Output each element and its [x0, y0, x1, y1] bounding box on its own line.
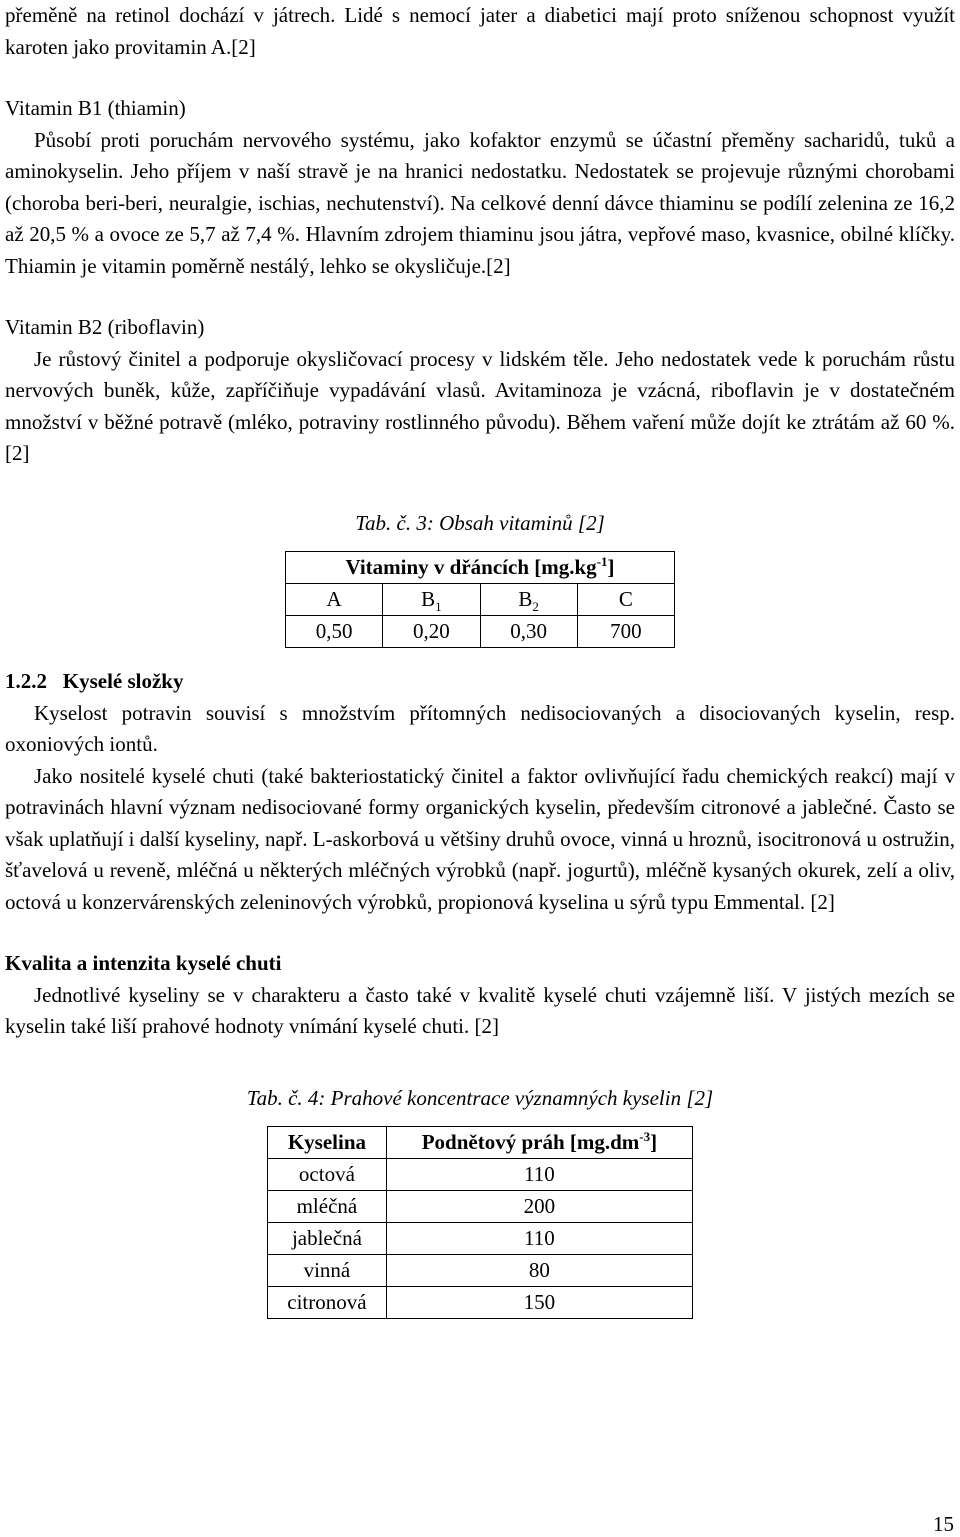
acid-threshold: 80: [386, 1255, 692, 1287]
intro-paragraph: přeměně na retinol dochází v játrech. Lidé s nemocí jater a diabetici mají proto sníženou schopnost využít karoten jako provitamin A.[2]: [5, 3, 955, 59]
table-row: [268, 1255, 693, 1287]
vitamin-b1-heading: Vitamin B1 (thiamin): [5, 96, 186, 120]
vitamin-value-a: 0,50: [286, 616, 383, 648]
vitamin-table-header: Vitaminy v dřáncích $[mg.kg^{-1}]$: [286, 552, 675, 584]
vitamin-value-c: 700: [577, 616, 674, 648]
acid-name: mléčná: [268, 1191, 387, 1223]
vitamin-table: [285, 551, 675, 648]
table-row: [268, 1223, 693, 1255]
acid-threshold: 150: [386, 1287, 692, 1319]
acid-threshold: 110: [386, 1223, 692, 1255]
document-page: [5, 0, 955, 1319]
vitamin-b2-heading: Vitamin B2 (riboflavin): [5, 315, 205, 339]
page-number: 15: [933, 1512, 954, 1536]
vitamin-col-b2: $B_2$: [480, 584, 577, 616]
vitamin-b2-paragraph: Je růstový činitel a podporuje okysličovací procesy v lidském těle. Jeho nedostatek vede k poruchám růstu nervových buněk, kůže, zapříčiňuje vypadávání vlasů. Avitaminoza je vzácná, riboflavin je v dostatečném množství v běžné potravě (mléko, potraviny rostlinného původu). Během vaření může dojít ke ztrátám až 60 %.[2]: [5, 346, 955, 465]
vitamin-col-b1: $B_1$: [383, 584, 480, 616]
acid-name: octová: [268, 1159, 387, 1191]
table-row: [268, 1159, 693, 1191]
threshold-col-header: Podnětový práh $[mg.dm^{-3}]$: [386, 1127, 692, 1159]
section-heading: 1.2.2 Kyselé složky: [5, 669, 184, 693]
vitamin-col-c: C: [577, 584, 674, 616]
table4-caption: Tab. č. 4: Prahové koncentrace významných kyselin [2]: [246, 1085, 714, 1110]
table-row: [286, 616, 675, 648]
section-paragraph-2: Jako nositelé kyselé chuti (také bakteriostatický činitel a faktor ovlivňující řadu chemických reakcí) mají v potravinách hlavní význam nedisociované formy organických kyselin, především citronové a jablečné. Často se však uplatňují i další kyseliny, např. L-askorbová u většiny druhů ovoce, vinná u hroznů, isocitronová u ostružin, šťavelová u reveně, mléčná u některých mléčných výrobků (např. jogurtů), mléčně kysaných okurek, zelí a oliv, octová u konzervárenských zeleninových výrobků, propionová kyselina u sýrů typu Emmental. [2]: [5, 763, 955, 914]
acid-threshold: 200: [386, 1191, 692, 1223]
quality-heading: Kvalita a intenzita kyselé chuti: [5, 951, 282, 975]
acid-threshold-table: [267, 1126, 693, 1319]
vitamin-value-b2: 0,30: [480, 616, 577, 648]
acid-col-header: Kyselina: [268, 1127, 387, 1159]
section-paragraph-1: Kyselost potravin souvisí s množstvím přítomných nedisociovaných a disociovaných kyselin, resp. oxoniových iontů.: [5, 700, 955, 756]
table3-caption: Tab. č. 3: Obsah vitaminů [2]: [355, 510, 605, 535]
quality-paragraph: Jednotlivé kyseliny se v charakteru a často také v kvalitě kyselé chuti vzájemně liší. V jistých mezích se kyselin také liší prahové hodnoty vnímání kyselé chuti. [2]: [5, 982, 955, 1038]
acid-name: citronová: [268, 1287, 387, 1319]
vitamin-col-a: A: [286, 584, 383, 616]
vitamin-b1-paragraph: Působí proti poruchám nervového systému, jako kofaktor enzymů se účastní přeměny sacharidů, tuků a aminokyselin. Jeho příjem v naší stravě je na hranici nedostatku. Nedostatek se projevuje různými chorobami (choroba beri-beri, neuralgie, ischias, nechutenství). Na celkové denní dávce thiaminu se podílí zelenina ze 16,2 až 20,5 % a ovoce ze 5,7 až 7,4 %. Hlavním zdrojem thiaminu jsou játra, vepřové maso, kvasnice, obilné klíčky. Thiamin je vitamin poměrně nestálý, lehko se okysličuje.[2]: [5, 127, 955, 278]
acid-name: jablečná: [268, 1223, 387, 1255]
acid-name: vinná: [268, 1255, 387, 1287]
table-row: [268, 1287, 693, 1319]
vitamin-value-b1: 0,20: [383, 616, 480, 648]
table-row: [268, 1191, 693, 1223]
acid-threshold: 110: [386, 1159, 692, 1191]
